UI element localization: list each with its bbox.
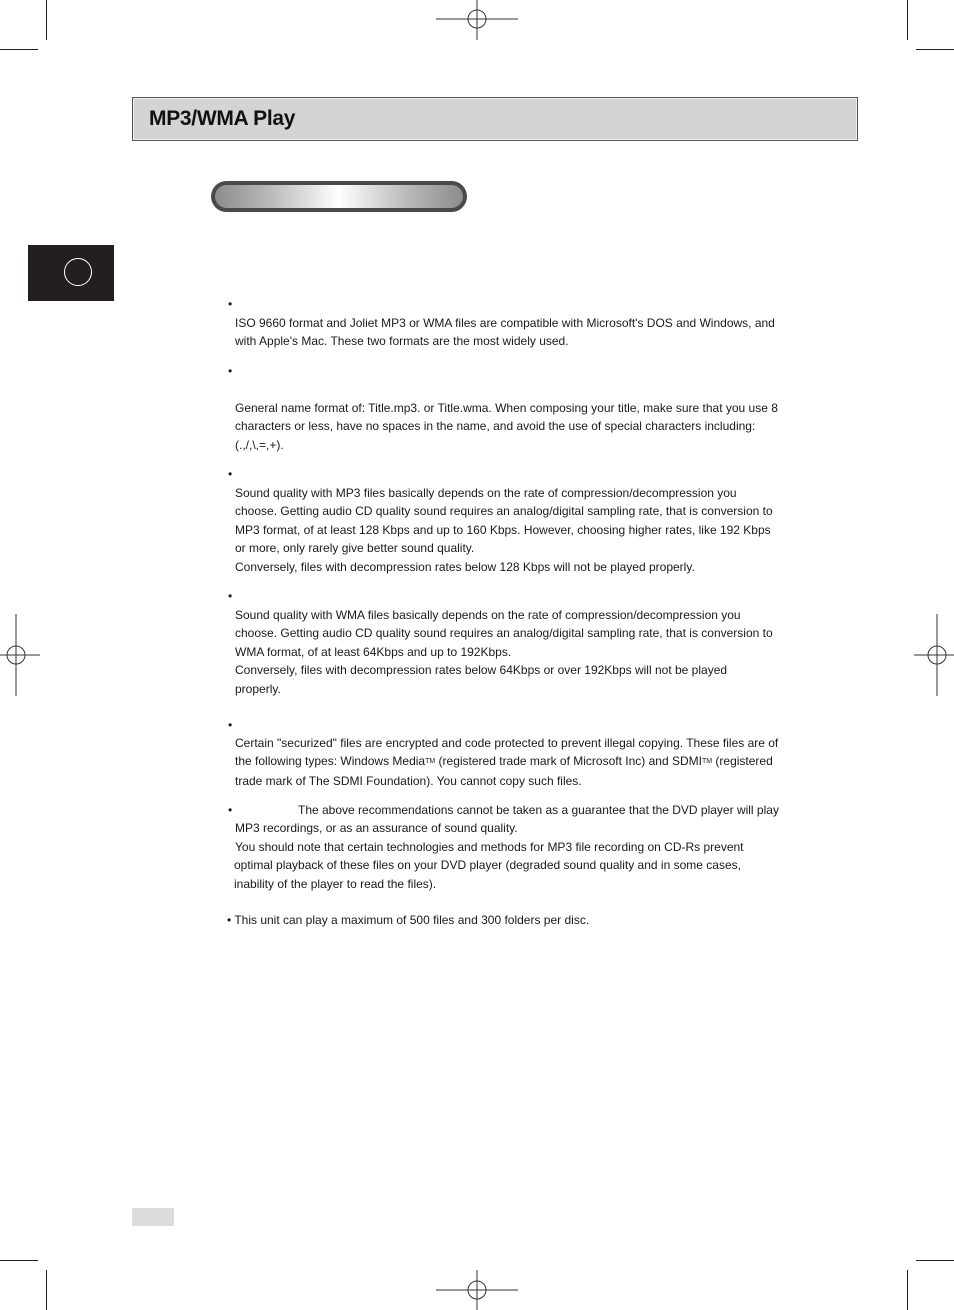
page-number-box	[132, 1208, 174, 1226]
text-line: trade mark of The SDMI Foundation). You cannot copy such files.	[235, 773, 582, 788]
text-line: WMA format, of at least 64Kbps and up to 192Kbps.	[235, 644, 512, 659]
text-line: MP3 format, of at least 128 Kbps and up to 160 Kbps. However, choosing higher rates, like 192 Kbps	[235, 522, 771, 537]
trademark-symbol: TM	[425, 758, 436, 766]
text-line: or more, only rarely give better sound quality.	[235, 541, 475, 556]
paragraph-disc-format	[235, 314, 787, 351]
text-line: General name format of: Title.mp3. or Title.wma. When composing your title, make sure that you use 8	[235, 401, 778, 415]
text-line: the following types: Windows MediaTM (registered trade mark of Microsoft Inc) and SDMITM (registered	[235, 754, 773, 769]
bullet: •	[228, 718, 233, 732]
text-line: ISO 9660 format and Joliet MP3 or WMA files are compatible with Microsoft's DOS and Windows, and	[235, 316, 775, 330]
registration-mark-top	[436, 0, 518, 40]
text-line: Certain "securized" files are encrypted and code protected to prevent illegal copying. These files are of	[235, 736, 779, 750]
text-line: Conversely, files with decompression rates below 128 Kbps will not be played properly.	[235, 559, 695, 574]
registration-mark-left	[0, 614, 40, 696]
section-pill	[211, 181, 467, 212]
paragraph-disclaimer	[235, 801, 787, 893]
trademark-symbol: TM	[701, 758, 713, 766]
page-title: MP3/WMA Play	[149, 107, 296, 130]
text-line: with Apple's Mac. These two formats are the most widely used.	[235, 334, 569, 349]
crop-mark	[0, 1260, 38, 1261]
text-line: properly.	[235, 681, 281, 696]
crop-mark	[46, 0, 47, 40]
paragraph-file-naming	[235, 399, 787, 454]
text-line: MP3 recordings, or as an assurance of sound quality.	[235, 821, 518, 836]
bullet: •	[228, 297, 233, 311]
crop-mark	[907, 1270, 908, 1310]
crop-mark	[916, 1260, 954, 1261]
paragraph-mp3-quality	[235, 484, 787, 576]
text-line: Sound quality with MP3 files basically depends on the rate of compression/decompression you	[235, 486, 737, 500]
text-line: Conversely, files with decompression rates below 64Kbps or over 192Kbps will not be played	[235, 663, 728, 678]
bullet: •	[228, 589, 233, 603]
text-line: The above recommendations cannot be taken as a guarantee that the DVD player will play	[298, 803, 779, 817]
crop-mark	[46, 1270, 47, 1310]
bullet: •	[228, 364, 233, 378]
text-line: Sound quality with WMA files basically depends on the rate of compression/decompression you	[235, 608, 741, 622]
page-header	[132, 97, 858, 141]
paragraph-copy-protection	[235, 734, 787, 790]
bullet: •	[228, 803, 233, 817]
crop-mark	[0, 49, 38, 50]
side-tab	[28, 245, 114, 301]
crop-mark	[907, 0, 908, 40]
text-line: inability of the player to read the files).	[234, 876, 437, 891]
text-line: (.,/,\,=,+).	[235, 437, 284, 452]
text-line: You should note that certain technologies and methods for MP3 file recording on CD-Rs prevent	[235, 839, 744, 854]
crop-mark	[916, 49, 954, 50]
final-note: • This unit can play a maximum of 500 files and 300 folders per disc.	[227, 913, 590, 927]
paragraph-wma-quality	[235, 606, 787, 698]
text-line: choose. Getting audio CD quality sound requires an analog/digital sampling rate, that is conversion to	[235, 504, 773, 519]
text-line: optimal playback of these files on your DVD player (degraded sound quality and in some cases,	[234, 858, 741, 873]
bullet: •	[228, 467, 233, 481]
text-line: choose. Getting audio CD quality sound requires an analog/digital sampling rate, that is conversion to	[235, 626, 773, 641]
circle-icon	[64, 258, 92, 286]
text-line: characters or less, have no spaces in the name, and avoid the use of special characters including:	[235, 419, 756, 434]
registration-mark-right	[914, 614, 954, 696]
registration-mark-bottom	[436, 1270, 518, 1310]
